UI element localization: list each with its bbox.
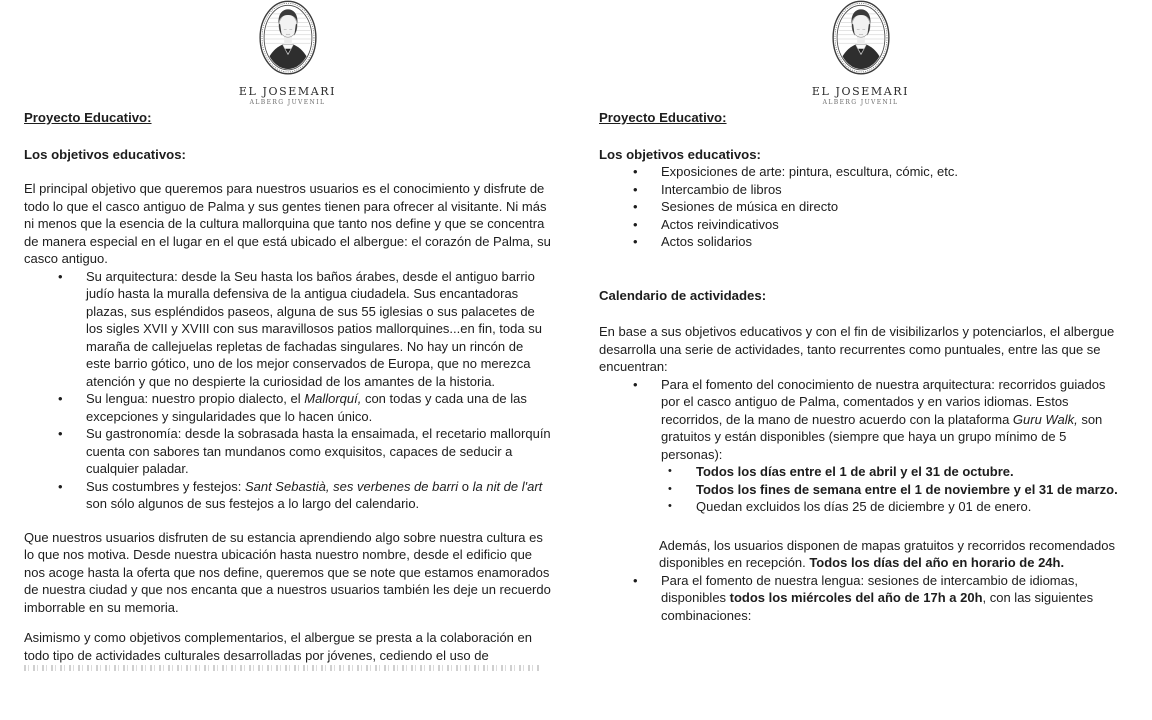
brand-name: EL JOSEMARI	[811, 85, 910, 98]
list-item-text: Quedan excluidos los días 25 de diciembre y 01 de enero.	[696, 499, 1032, 514]
engraved-portrait-medallion-icon	[817, 0, 905, 85]
bullet-icon: •	[58, 268, 63, 284]
brand-tagline: ALBERG JUVENIL	[249, 99, 326, 106]
engraved-portrait-medallion-icon	[244, 0, 332, 85]
list-item	[633, 181, 1122, 199]
list-item-text: Su lengua: nuestro propio dialecto, el Mallorquí, con todas y cada una de las excepciones y singularidades que lo hacen único.	[86, 391, 527, 424]
list-item	[58, 478, 551, 513]
list-item	[633, 163, 1122, 181]
bullet-icon: •	[633, 234, 638, 249]
list-item-text: Para el fomento de nuestra lengua: sesiones de intercambio de idiomas, disponibles todos los miércoles del año de 17h a 20h, con las siguientes combinaciones:	[661, 572, 1094, 623]
list-item-text: Sus costumbres y festejos: Sant Sebastià, ses verbenes de barri o la nit de l'art son sólo algunos de sus festejos a lo largo del calendario.	[86, 478, 543, 511]
list-item-text: Sesiones de música en directo	[661, 199, 839, 214]
page-title: Proyecto Educativo:	[599, 110, 727, 125]
bullet-icon: •	[633, 216, 638, 232]
bullet-icon: •	[668, 465, 672, 477]
brand-tagline: ALBERG JUVENIL	[822, 99, 899, 106]
list-item	[633, 572, 1122, 625]
complementary-paragraph: Asimismo y como objetivos complementarios, el albergue se presta a la colaboración en todo tipo de actividades culturales desarrolladas por jóvenes, cediendo el uso de	[24, 630, 532, 663]
list-item-text: Todos los días entre el 1 de abril y el 31 de octubre.	[696, 464, 1014, 479]
objectives-bullet-list	[633, 163, 1122, 251]
list-item-text: Actos solidarios	[661, 234, 753, 249]
document-page-2	[576, 0, 1152, 720]
bullet-icon: •	[58, 391, 63, 406]
list-item	[633, 198, 1122, 216]
list-item-text: Todos los fines de semana entre el 1 de noviembre y el 31 de marzo.	[696, 481, 1118, 497]
list-item	[58, 268, 551, 391]
list-item	[633, 216, 1122, 234]
maps-note-paragraph: Además, los usuarios disponen de mapas gratuitos y recorridos recomendados disponibles en recepción. Todos los días del año en horario de 24h.	[659, 537, 1115, 570]
intro-paragraph: El principal objetivo que queremos para nuestros usuarios es el conocimiento y disfrute de todo lo que el casco antiguo de Palma y sus gentes tienen para ofrecer al visitante. Ni más ni menos que la esencia de la cultura mallorquina que tanto nos define y que se concentra de manera especial en el lugar en el que está ubicado el albergue: el corazón de Palma, su casco antiguo.	[24, 181, 551, 266]
list-item-text: Para el fomento del conocimiento de nuestra arquitectura: recorridos guiados por el casco antiguo de Palma, comentados y en varios idiomas. Estos recorridos, de la mano de nuestro acuerdo con la plataforma Guru Walk, son gratuitos y están disponibles (siempre que haya un grupo mínimo de 5 personas):	[661, 376, 1106, 462]
list-item	[633, 233, 1122, 251]
clipped-text-line	[24, 665, 540, 671]
bullet-icon: •	[668, 482, 672, 495]
activities-bullet-list	[633, 572, 1122, 625]
list-item	[668, 498, 1122, 516]
culture-bullet-list	[58, 268, 551, 513]
activities-bullet-list	[633, 376, 1122, 464]
list-item-text: Intercambio de libros	[661, 181, 782, 197]
list-item-text: Exposiciones de arte: pintura, escultura, cómic, etc.	[661, 164, 958, 179]
list-item	[633, 376, 1122, 464]
hostel-logo	[599, 0, 1122, 105]
section-heading-objetivos: Los objetivos educativos:	[599, 146, 761, 162]
bullet-icon: •	[633, 376, 638, 392]
bullet-icon: •	[58, 478, 63, 494]
bullet-icon: •	[633, 572, 638, 588]
bullet-icon: •	[633, 199, 638, 214]
bullet-icon: •	[633, 164, 638, 179]
hostel-logo	[24, 0, 551, 105]
section-heading-objetivos: Los objetivos educativos:	[24, 146, 186, 162]
bullet-icon: •	[668, 500, 672, 512]
list-item	[668, 481, 1122, 499]
bullet-icon: •	[58, 426, 63, 441]
list-item-text: Actos reivindicativos	[661, 216, 779, 232]
list-item	[668, 463, 1122, 481]
list-item-text: Su arquitectura: desde la Seu hasta los baños árabes, desde el antiguo barrio judío hasta la muralla defensiva de la antigua ciudadela. Sus encantadoras plazas, sus espléndidos paseos, alguna de sus 55 iglesias o sus palacetes de los sigles XVII y XVIII con sus maravillosos patios mallorquines...en fin, toda su maraña de callejuelas repletas de fachadas singulares. No hay un rincón de este barrio gótico, uno de los mejor conservados de Europa, que no merezca atención y que no despierte la curiosidad de los amantes de la historia.	[86, 268, 542, 389]
page-title: Proyecto Educativo:	[24, 110, 152, 125]
list-item	[58, 390, 551, 425]
schedule-bullet-list	[668, 463, 1122, 516]
calendar-intro-paragraph: En base a sus objetivos educativos y con el fin de visibilizarlos y potenciarlos, el albergue desarrolla una serie de actividades, tanto recurrentes como puntuales, entre las que se encuentran:	[599, 324, 1115, 374]
closing-paragraph: Que nuestros usuarios disfruten de su estancia aprendiendo algo sobre nuestra cultura es lo que nos motiva. Desde nuestra ubicación hasta nuestro nombre, desde el edificio que nos acoge hasta la oferta que nos define, queremos que se note que estamos enamorados de nuestra ciudad y que nos encanta que a nuestros usuarios también les deje un recuerdo imborrable en su memoria.	[24, 529, 551, 615]
brand-name: EL JOSEMARI	[238, 85, 337, 98]
list-item	[58, 425, 551, 478]
bullet-icon: •	[633, 181, 638, 197]
list-item-text: Su gastronomía: desde la sobrasada hasta la ensaimada, el recetario mallorquín cuenta con sabores tan mundanos como exquisitos, capaces de seducir a cualquier paladar.	[86, 426, 551, 476]
section-heading-calendario: Calendario de actividades:	[599, 287, 767, 303]
